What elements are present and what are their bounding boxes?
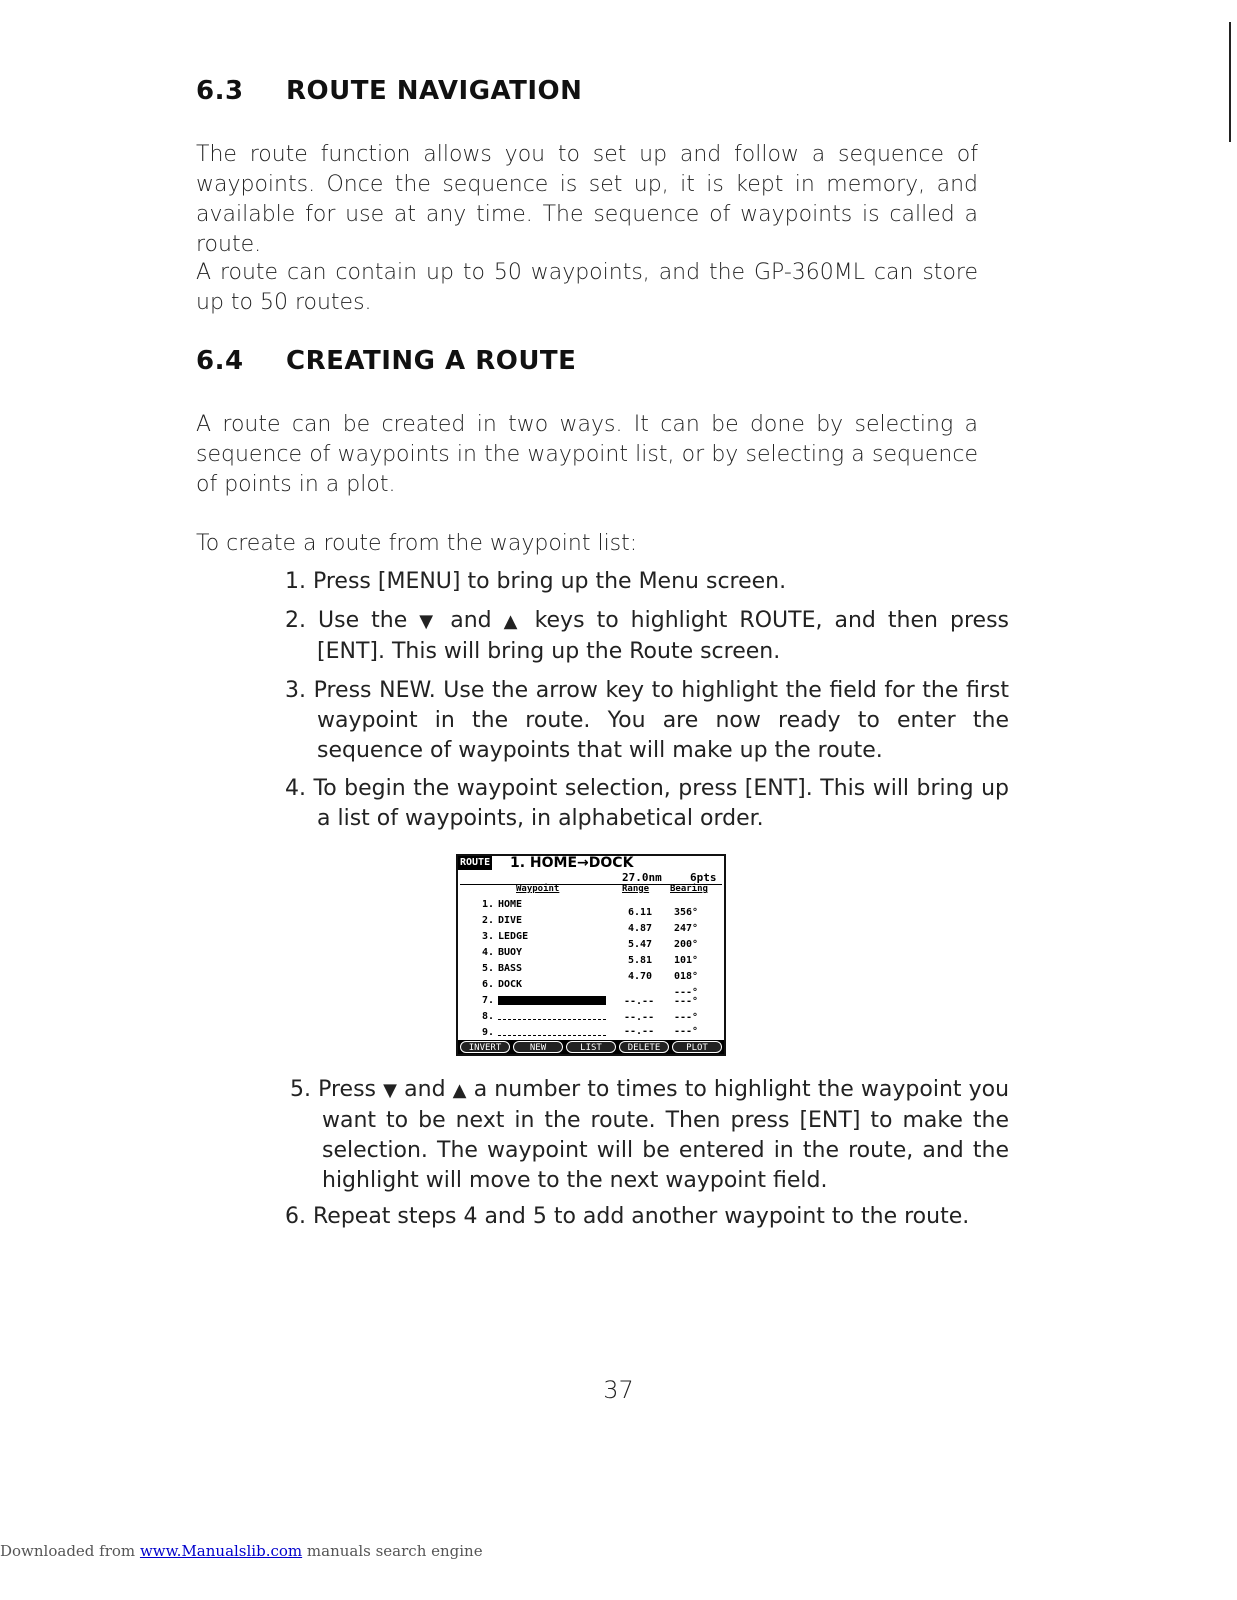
row-num: 3. xyxy=(482,931,495,942)
route-distance: 27.0nm xyxy=(622,871,662,884)
paragraph-route-function: The route function allows you to set up and follow a sequence of waypoints. Once the sequence is set up, it is kept in memory, and available for use at any time. The sequence of waypoints is called a route. xyxy=(196,142,978,257)
softkey-new: NEW xyxy=(513,1041,563,1053)
waypoint-row xyxy=(482,1011,606,1023)
step-3: 3. Press NEW. Use the arrow key to highlight the field for the first waypoint in the route. You are now ready to enter the sequence of waypoints that will make up the route. xyxy=(285,678,1009,763)
row-num: 9. xyxy=(482,1027,495,1038)
down-arrow-icon: ▼ xyxy=(419,611,439,632)
row-num: 6. xyxy=(482,979,495,990)
leg-bearing: 200° xyxy=(674,939,699,950)
waypoint-row xyxy=(482,915,522,927)
footer-prefix: Downloaded from xyxy=(0,1542,136,1560)
waypoint-row xyxy=(482,979,522,991)
row-num: 4. xyxy=(482,947,495,958)
col-header-bearing: Bearing xyxy=(670,884,708,894)
waypoint-row xyxy=(482,899,522,911)
up-arrow-icon: ▲ xyxy=(503,611,523,632)
footer-suffix: manuals search engine xyxy=(306,1542,483,1560)
down-arrow-icon: ▼ xyxy=(383,1080,398,1101)
step-2-text-c: keys to highlight ROUTE, and then press [ENT]. This will bring up the Route screen. xyxy=(317,608,1009,664)
leg-range: 5.81 xyxy=(628,955,653,966)
row-num: 7. xyxy=(482,995,495,1006)
paragraph-route-capacity: A route can contain up to 50 waypoints, and the GP-360ML can store up to 50 routes. xyxy=(196,260,978,315)
section-number: 6.4 xyxy=(196,346,244,376)
waypoint-row xyxy=(482,1027,606,1039)
row-num: 1. xyxy=(482,899,495,910)
page-edge-rule xyxy=(1229,22,1231,142)
empty-field xyxy=(498,1028,606,1036)
waypoint-row xyxy=(482,931,528,943)
waypoint-row xyxy=(482,963,522,975)
leg-range: 5.47 xyxy=(628,939,653,950)
section-heading-route-navigation xyxy=(196,76,582,106)
highlight-field xyxy=(498,996,606,1005)
up-arrow-icon: ▲ xyxy=(452,1080,467,1101)
row-name: BASS xyxy=(498,963,523,974)
step-2 xyxy=(285,606,1009,667)
row-name: DOCK xyxy=(498,979,523,990)
leg-bearing: 247° xyxy=(674,923,699,934)
paragraph-creation-methods: A route can be created in two ways. It can be done by selecting a sequence of waypoints in the waypoint list, or by selecting a sequence of points in a plot. xyxy=(196,412,978,497)
leg-bearing: 356° xyxy=(674,907,699,918)
step-6: 6. Repeat steps 4 and 5 to add another waypoint to the route. xyxy=(285,1204,970,1229)
softkey-plot: PLOT xyxy=(672,1041,722,1053)
leg-range: --.-- xyxy=(624,1012,655,1023)
row-num: 2. xyxy=(482,915,495,926)
paragraph-intro-list: To create a route from the waypoint list: xyxy=(196,531,638,556)
step-5-text-a: 5. Press xyxy=(290,1077,376,1102)
page-number: 37 xyxy=(603,1376,634,1404)
leg-bearing: ---° xyxy=(674,1026,699,1037)
waypoint-row xyxy=(482,947,522,959)
row-num: 8. xyxy=(482,1011,495,1022)
row-name: LEDGE xyxy=(498,931,529,942)
download-footer xyxy=(0,1542,483,1560)
row-name: HOME xyxy=(498,899,523,910)
row-name: DIVE xyxy=(498,915,523,926)
leg-range: --.-- xyxy=(624,1026,655,1037)
softkey-invert: INVERT xyxy=(460,1041,510,1053)
row-num: 5. xyxy=(482,963,495,974)
leg-bearing: 018° xyxy=(674,971,699,982)
leg-range: --.-- xyxy=(624,996,655,1007)
step-2-text-a: 2. Use the xyxy=(285,608,408,633)
route-points: 6pts xyxy=(690,871,717,884)
section-title: CREATING A ROUTE xyxy=(286,346,577,376)
row-name: BUOY xyxy=(498,947,523,958)
leg-bearing: ---° xyxy=(674,996,699,1007)
empty-field xyxy=(498,1012,606,1020)
step-2-text-b: and xyxy=(450,608,492,633)
leg-bearing: ---° xyxy=(674,987,699,998)
section-title: ROUTE NAVIGATION xyxy=(286,76,583,106)
leg-range: 6.11 xyxy=(628,907,653,918)
leg-range: 4.87 xyxy=(628,923,653,934)
step-5 xyxy=(290,1075,1009,1196)
leg-bearing: 101° xyxy=(674,955,699,966)
step-5-text-c: a number to times to highlight the waypoint you want to be next in the route. Then press [ENT] to make the selection. The waypoint will be entered in the route, and the highlight will move to the next waypoint field. xyxy=(322,1077,1010,1193)
section-heading-creating-route xyxy=(196,346,576,376)
route-screen-figure xyxy=(456,854,726,1056)
softkey-list: LIST xyxy=(566,1041,616,1053)
route-title: 1. HOME→DOCK xyxy=(510,855,634,871)
step-1: 1. Press [MENU] to bring up the Menu screen. xyxy=(285,569,787,594)
route-tag: ROUTE xyxy=(460,857,491,868)
col-header-waypoint: Waypoint xyxy=(516,884,560,894)
waypoint-row-highlighted xyxy=(482,995,606,1007)
section-number: 6.3 xyxy=(196,76,244,106)
leg-range: 4.70 xyxy=(628,971,653,982)
leg-bearing: ---° xyxy=(674,1012,699,1023)
softkey-bar xyxy=(458,1040,724,1054)
softkey-delete: DELETE xyxy=(619,1041,669,1053)
manualslib-link[interactable]: www.Manualslib.com xyxy=(139,1542,303,1560)
step-4: 4. To begin the waypoint selection, press [ENT]. This will bring up a list of waypoints, in alphabetical order. xyxy=(285,776,1009,831)
step-5-text-b: and xyxy=(404,1077,446,1102)
col-header-range: Range xyxy=(622,884,650,894)
